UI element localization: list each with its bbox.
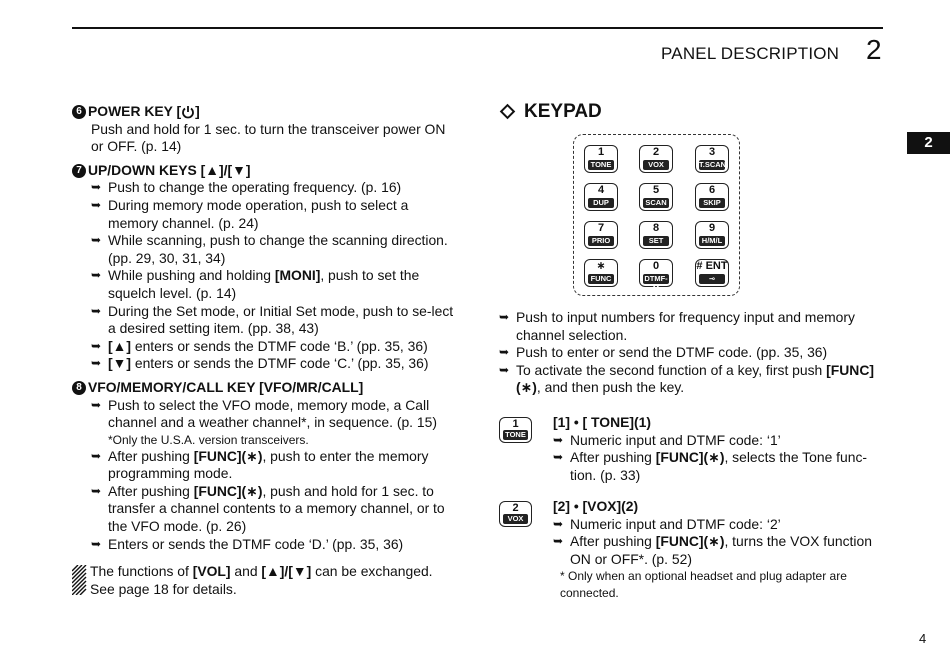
memo-icon xyxy=(72,563,90,600)
arrow-bullet-icon: ➥ xyxy=(91,356,102,371)
arrow-bullet-icon: ➥ xyxy=(91,338,102,353)
chapter-number: 2 xyxy=(866,34,882,65)
key-1-title: [1] • [ TONE](1) xyxy=(553,414,651,430)
vfo-key-title: VFO/MEMORY/CALL KEY [VFO/MR/CALL] xyxy=(88,378,364,395)
arrow-bullet-icon: ➥ xyxy=(91,233,102,248)
arrow-bullet-icon: ➥ xyxy=(553,516,564,531)
header-rule xyxy=(72,27,883,29)
list-item: ➥ After pushing [FUNC](∗), push and hold for 1 sec. to transfer a channel contents to a memory channel, or to the VFO mode. (p. 26) xyxy=(91,482,445,535)
arrow-bullet-icon: ➥ xyxy=(499,345,510,360)
key-1-icon: 1 TONE xyxy=(499,417,532,443)
updown-keys-list xyxy=(72,179,458,373)
arrow-bullet-icon: ➥ xyxy=(91,483,102,498)
list-item: ➥ [▲] enters or sends the DTMF code ‘B.’ (pp. 35, 36) xyxy=(91,337,428,354)
arrow-bullet-icon: ➥ xyxy=(91,536,102,551)
power-key-heading xyxy=(72,103,458,121)
keypad-key-vox: 2 VOX xyxy=(639,145,673,173)
arrow-bullet-icon: ➥ xyxy=(91,197,102,212)
list-item: ➥ During the Set mode, or Initial Set mode, push to se-lect a desired setting item. (pp. 38, 43) xyxy=(91,302,454,337)
arrow-bullet-icon: ➥ xyxy=(91,397,102,412)
updown-keys-title: UP/DOWN KEYS [▲]/[▼] xyxy=(88,161,251,178)
keypad-key--: # ENT ⊸ xyxy=(695,259,729,287)
list-item: ➥ After pushing [FUNC](∗), turns the VOX function ON or OFF*. (p. 52) xyxy=(553,533,872,567)
arrow-bullet-icon: ➥ xyxy=(553,432,564,447)
list-item: ➥ Numeric input and DTMF code: ‘1’ xyxy=(553,431,781,448)
power-icon xyxy=(181,105,195,119)
list-item: ➥ [▼] enters or sends the DTMF code ‘C.’ (pp. 35, 36) xyxy=(91,355,429,372)
updown-keys-heading xyxy=(72,162,458,180)
left-column xyxy=(72,103,458,600)
arrow-bullet-icon: ➥ xyxy=(91,268,102,283)
arrow-bullet-icon: ➥ xyxy=(499,310,510,324)
diamond-icon xyxy=(500,104,516,120)
list-item: ➥ While pushing and holding [MONI], push to set the squelch level. (p. 14) xyxy=(91,267,420,301)
key-2-description xyxy=(499,498,885,602)
page-title: PANEL DESCRIPTION xyxy=(661,44,840,63)
list-item: ➥ While scanning, push to change the scanning direction. (pp. 29, 30, 31, 34) xyxy=(91,232,448,266)
list-item: ➥ Push to change the operating frequency. (p. 16) xyxy=(91,179,402,196)
chapter-tab: 2 xyxy=(907,132,950,154)
list-item: ➥ During memory mode operation, push to select a memory channel. (p. 24) xyxy=(91,196,409,231)
power-key-title: POWER KEY [ xyxy=(88,103,182,119)
footnote: *Only the U.S.A. version transceivers. xyxy=(108,432,309,447)
arrow-bullet-icon: ➥ xyxy=(553,534,564,549)
keypad-key-dtmf-m: 0 DTMF-M xyxy=(639,259,673,287)
list-item: ➥ Push to input numbers for frequency input and memory channel selection. xyxy=(499,309,855,343)
memo-note xyxy=(72,563,458,600)
keypad-key-t-scan: 3 T.SCAN xyxy=(695,145,729,173)
arrow-bullet-icon: ➥ xyxy=(91,448,102,463)
key-2-icon: 2 VOX xyxy=(499,501,532,527)
keypad-title: KEYPAD xyxy=(524,101,602,122)
arrow-bullet-icon: ➥ xyxy=(553,450,564,465)
keypad-heading xyxy=(499,103,884,121)
memo-text: The functions of [VOL] and [▲]/[▼] can be exchanged. See page 18 for details. xyxy=(90,563,433,597)
power-key-body: Push and hold for 1 sec. to turn the transceiver power ON or OFF. (p. 14) xyxy=(91,120,446,155)
page-number: 4 xyxy=(919,631,927,646)
list-item: ➥ After pushing [FUNC](∗), selects the Tone func-tion. (p. 33) xyxy=(553,449,868,483)
keypad-key-scan: 5 SCAN xyxy=(639,183,673,211)
section-number-badge: 8 xyxy=(72,381,86,395)
list-item: ➥ To activate the second function of a key, first push [FUNC](∗), and then push the key. xyxy=(499,361,874,396)
keypad-illustration xyxy=(573,134,740,296)
keypad-key-set: 8 SET xyxy=(639,221,673,249)
key-2-title: [2] • [VOX](2) xyxy=(553,498,639,514)
right-column xyxy=(499,103,884,121)
arrow-bullet-icon: ➥ xyxy=(91,303,102,318)
list-item: ➥ Numeric input and DTMF code: ‘2’ xyxy=(553,515,781,532)
keypad-bullets xyxy=(499,309,885,397)
keypad-key-tone: 1 TONE xyxy=(584,145,618,173)
vfo-key-heading xyxy=(72,379,458,397)
keypad-key-prio: 7 PRIO xyxy=(584,221,618,249)
section-number-badge: 6 xyxy=(72,105,86,119)
keypad-key-h-m-l: 9 H/M/L xyxy=(695,221,729,249)
section-number-badge: 7 xyxy=(72,164,86,178)
keypad-key-func: ∗ FUNC xyxy=(584,259,618,287)
list-item: ➥ Push to enter or send the DTMF code. (pp. 35, 36) xyxy=(499,344,828,361)
keypad-key-dup: 4 DUP xyxy=(584,183,618,211)
list-item: ➥ After pushing [FUNC](∗), push to enter the memory programming mode. xyxy=(91,447,429,482)
arrow-bullet-icon: ➥ xyxy=(91,180,102,195)
keypad-key-skip: 6 SKIP xyxy=(695,183,729,211)
list-item: ➥ Push to select the VFO mode, memory mode, a Call channel and a weather channel*, in sequence. (p. 15) xyxy=(91,396,437,431)
power-key-title-end: ] xyxy=(195,103,200,119)
list-item: ➥ Enters or sends the DTMF code ‘D.’ (pp. 35, 36) xyxy=(91,535,404,552)
footnote: * Only when an optional headset and plug adapter are connected. xyxy=(560,569,847,601)
arrow-bullet-icon: ➥ xyxy=(499,362,510,377)
key-1-description xyxy=(499,414,885,484)
